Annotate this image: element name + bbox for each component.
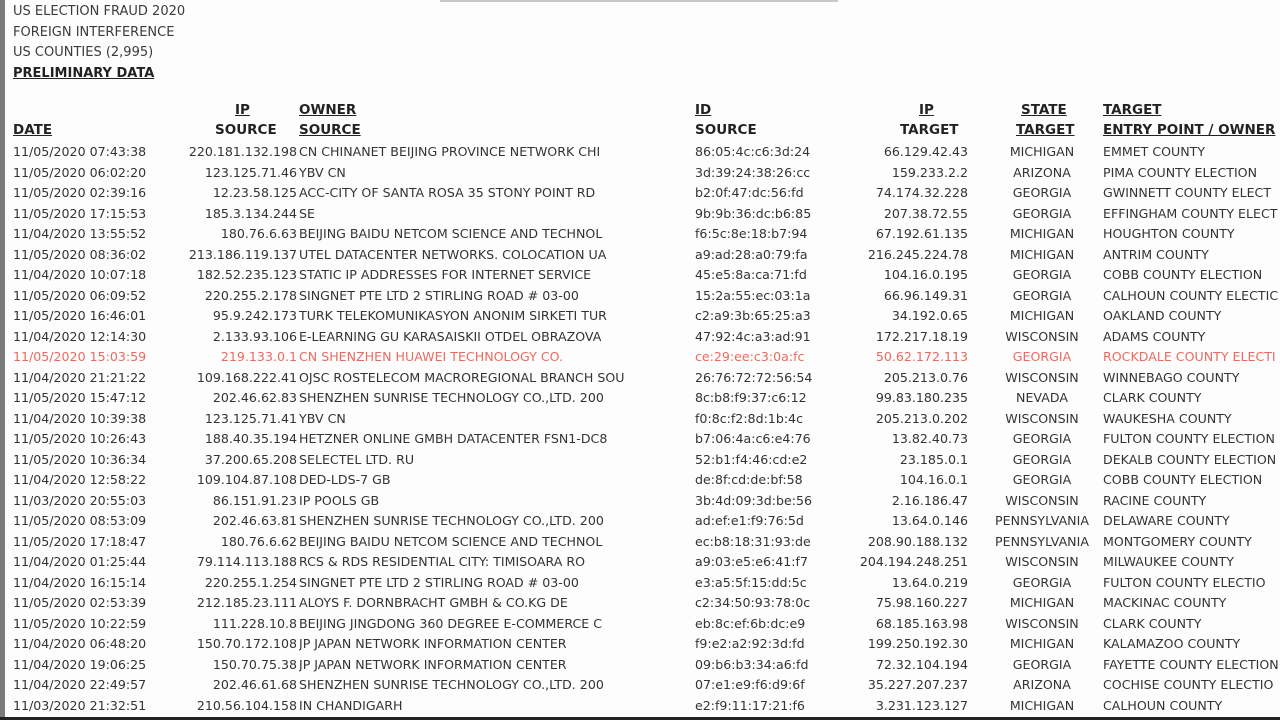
cell-ip-target: 104.16.0.1 [899, 472, 968, 487]
cell-state-target: WISCONSIN [1005, 410, 1079, 426]
table-row [0, 265, 1280, 286]
cell-state-target: GEORGIA [1012, 267, 1072, 282]
col-header-state-top: STATE [1021, 102, 1067, 118]
cell-id-source: 07:e1:e9:f6:d9:6f [695, 677, 805, 692]
cell-date: 11/05/2020 08:53:09 [13, 513, 147, 528]
cell-date: 11/05/2020 15:47:12 [13, 390, 147, 405]
cell-date: 11/04/2020 16:15:14 [13, 574, 147, 590]
table-row-highlighted [0, 347, 1280, 368]
cell-state-target: GEORGIA [1012, 656, 1072, 672]
cell-owner-source: CN SHENZHEN HUAWEI TECHNOLOGY CO. [299, 349, 564, 364]
heading-title: US ELECTION FRAUD 2020 [13, 4, 186, 19]
col-header-owner-source: SOURCE [299, 122, 361, 138]
cell-state-target: GEORGIA [1012, 431, 1072, 446]
cell-owner-source: JP JAPAN NETWORK INFORMATION CENTER [299, 636, 567, 651]
cell-ip-source: 202.46.63.81 [212, 513, 297, 528]
col-header-owner-top: OWNER [299, 102, 357, 118]
cell-id-source: a9:ad:28:a0:79:fa [695, 246, 808, 262]
cell-ip-source: 180.76.6.62 [220, 533, 297, 549]
cell-ip-target: 172.217.18.19 [875, 328, 968, 344]
cell-ip-target: 13.64.0.146 [891, 513, 968, 528]
cell-date: 11/05/2020 15:03:59 [13, 349, 147, 364]
table-row [0, 593, 1280, 614]
cell-date: 11/05/2020 10:22:59 [13, 615, 147, 631]
table-row [0, 286, 1280, 307]
cell-ip-target: 35.227.207.237 [867, 677, 968, 692]
cell-ip-source: 180.76.6.63 [220, 226, 297, 241]
cell-owner-source: TURK TELEKOMUNIKASYON ANONIM SIRKETI TUR [299, 308, 607, 323]
cell-date: 11/04/2020 19:06:25 [13, 656, 147, 672]
cell-date: 11/04/2020 10:07:18 [13, 267, 147, 282]
table-row [0, 491, 1280, 512]
cell-state-target: GEORGIA [1012, 287, 1072, 303]
col-header-id-top: ID [695, 102, 712, 118]
cell-date: 11/04/2020 10:39:38 [13, 410, 147, 426]
cell-ip-target: 199.250.192.30 [867, 636, 968, 651]
cell-id-source: a9:03:e5:e6:41:f7 [695, 554, 808, 569]
cell-target-entry: MACKINAC COUNTY [1103, 595, 1227, 610]
cell-target-entry: HOUGHTON COUNTY [1103, 226, 1235, 241]
table-row [0, 450, 1280, 471]
col-header-ip-source: SOURCE [215, 122, 277, 138]
cell-target-entry: WAUKESHA COUNTY [1103, 410, 1232, 426]
cell-owner-source: STATIC IP ADDRESSES FOR INTERNET SERVICE [299, 267, 592, 282]
cell-id-source: eb:8c:ef:6b:dc:e9 [695, 615, 806, 631]
cell-state-target: MICHIGAN [1009, 144, 1075, 159]
cell-id-source: b2:0f:47:dc:56:fd [695, 185, 804, 200]
heading-counties: US COUNTIES (2,995) [13, 45, 154, 60]
cell-ip-source: 185.3.134.244 [204, 205, 297, 221]
cell-id-source: c2:34:50:93:78:0c [695, 595, 811, 610]
cell-date: 11/04/2020 13:55:52 [13, 226, 147, 241]
table-row [0, 655, 1280, 676]
cell-ip-target: 159.233.2.2 [891, 164, 968, 180]
cell-date: 11/04/2020 12:58:22 [13, 472, 147, 487]
cell-id-source: 9b:9b:36:dc:b6:85 [695, 205, 812, 221]
cell-owner-source: IN CHANDIGARH [299, 697, 403, 713]
cell-ip-target: 50.62.172.113 [875, 349, 968, 364]
cell-owner-source: BEIJING JINGDONG 360 DEGREE E-COMMERCE C [299, 615, 603, 631]
cell-date: 11/05/2020 16:46:01 [13, 308, 147, 323]
cell-ip-source: 182.52.235.123 [196, 267, 297, 282]
cell-state-target: GEORGIA [1012, 574, 1072, 590]
data-table [0, 142, 1280, 716]
cell-owner-source: HETZNER ONLINE GMBH DATACENTER FSN1-DC8 [299, 431, 608, 446]
cell-ip-target: 72.32.104.194 [875, 656, 968, 672]
cell-owner-source: SINGNET PTE LTD 2 STIRLING ROAD # 03-00 [299, 574, 579, 590]
table-row [0, 204, 1280, 225]
cell-owner-source: ACC-CITY OF SANTA ROSA 35 STONY POINT RD [299, 185, 596, 200]
cell-target-entry: ANTRIM COUNTY [1103, 246, 1209, 262]
document-heading [13, 2, 185, 84]
cell-target-entry: CLARK COUNTY [1103, 615, 1202, 631]
cell-ip-target: 23.185.0.1 [899, 451, 968, 467]
cell-target-entry: EFFINGHAM COUNTY ELECT [1103, 205, 1278, 221]
table-row [0, 245, 1280, 266]
cell-date: 11/05/2020 02:53:39 [13, 595, 147, 610]
cell-owner-source: BEIJING BAIDU NETCOM SCIENCE AND TECHNOL [299, 226, 603, 241]
cell-ip-target: 74.174.32.228 [875, 185, 968, 200]
cell-ip-source: 79.114.113.188 [196, 554, 297, 569]
cell-ip-source: 220.255.1.254 [204, 574, 297, 590]
cell-state-target: PENNSYLVANIA [995, 533, 1089, 549]
cell-target-entry: PIMA COUNTY ELECTION [1103, 164, 1257, 180]
col-header-entry-point: ENTRY POINT / OWNER [1103, 122, 1276, 138]
cell-ip-source: 219.133.0.1 [220, 349, 297, 364]
cell-state-target: MICHIGAN [1009, 595, 1075, 610]
cell-state-target: GEORGIA [1012, 349, 1072, 364]
cell-ip-source: 37.200.65.208 [204, 451, 297, 467]
heading-preliminary: PRELIMINARY DATA [13, 65, 155, 81]
cell-target-entry: COCHISE COUNTY ELECTIO [1103, 677, 1274, 692]
cell-owner-source: IP POOLS GB [299, 492, 380, 508]
cell-id-source: ad:ef:e1:f9:76:5d [695, 513, 804, 528]
table-row [0, 675, 1280, 696]
cell-target-entry: EMMET COUNTY [1103, 144, 1206, 159]
cell-ip-target: 68.185.163.98 [875, 615, 968, 631]
top-scroll-indicator [440, 0, 838, 2]
cell-date: 11/05/2020 08:36:02 [13, 246, 147, 262]
table-row [0, 552, 1280, 573]
cell-ip-target: 2.16.186.47 [891, 492, 968, 508]
cell-ip-source: 202.46.61.68 [212, 677, 297, 692]
cell-date: 11/03/2020 21:32:51 [13, 697, 147, 713]
cell-state-target: MICHIGAN [1009, 226, 1075, 241]
cell-target-entry: OAKLAND COUNTY [1103, 308, 1222, 323]
col-header-date: DATE [13, 122, 53, 138]
cell-date: 11/04/2020 06:48:20 [13, 636, 147, 651]
cell-state-target: WISCONSIN [1005, 615, 1079, 631]
cell-ip-target: 99.83.180.235 [875, 390, 968, 405]
cell-ip-source: 220.181.132.198 [188, 144, 297, 159]
cell-ip-source: 188.40.35.194 [204, 431, 297, 446]
cell-ip-source: 109.168.222.41 [196, 369, 297, 385]
cell-target-entry: COBB COUNTY ELECTION [1103, 472, 1263, 487]
table-row [0, 409, 1280, 430]
cell-ip-target: 104.16.0.195 [883, 267, 968, 282]
cell-target-entry: DEKALB COUNTY ELECTION [1103, 451, 1277, 467]
cell-ip-source: 95.9.242.173 [212, 308, 297, 323]
cell-owner-source: SHENZHEN SUNRISE TECHNOLOGY CO.,LTD. 200 [299, 390, 604, 405]
table-row [0, 306, 1280, 327]
cell-date: 11/05/2020 06:09:52 [13, 287, 147, 303]
cell-owner-source: YBV CN [299, 164, 346, 180]
cell-id-source: 45:e5:8a:ca:71:fd [695, 267, 807, 282]
cell-target-entry: KALAMAZOO COUNTY [1103, 636, 1241, 651]
cell-id-source: 3b:4d:09:3d:be:56 [695, 492, 813, 508]
cell-target-entry: COBB COUNTY ELECTION [1103, 267, 1263, 282]
col-header-ip-source-top: IP [235, 102, 250, 118]
cell-ip-target: 67.192.61.135 [875, 226, 968, 241]
cell-target-entry: CALHOUN COUNTY [1103, 697, 1223, 713]
cell-id-source: f0:8c:f2:8d:1b:4c [695, 410, 803, 426]
cell-ip-target: 66.129.42.43 [883, 144, 968, 159]
table-row [0, 634, 1280, 655]
col-header-ip-target: TARGET [900, 122, 959, 138]
cell-target-entry: MONTGOMERY COUNTY [1103, 533, 1252, 549]
col-header-target-top: TARGET [1103, 102, 1162, 118]
cell-owner-source: OJSC ROSTELECOM MACROREGIONAL BRANCH SOU [299, 369, 625, 385]
cell-target-entry: DELAWARE COUNTY [1103, 513, 1230, 528]
cell-id-source: f9:e2:a2:92:3d:fd [695, 636, 805, 651]
cell-id-source: 86:05:4c:c6:3d:24 [695, 144, 811, 159]
cell-ip-target: 205.213.0.76 [883, 369, 968, 385]
cell-owner-source: BEIJING BAIDU NETCOM SCIENCE AND TECHNOL [299, 533, 603, 549]
cell-owner-source: SINGNET PTE LTD 2 STIRLING ROAD # 03-00 [299, 287, 579, 303]
cell-date: 11/05/2020 02:39:16 [13, 185, 147, 200]
cell-id-source: 47:92:4c:a3:ad:91 [695, 328, 811, 344]
cell-date: 11/05/2020 10:36:34 [13, 451, 147, 467]
cell-date: 11/05/2020 07:43:38 [13, 144, 147, 159]
cell-id-source: 15:2a:55:ec:03:1a [695, 287, 811, 303]
cell-ip-source: 2.133.93.106 [212, 328, 297, 344]
cell-target-entry: CLARK COUNTY [1103, 390, 1202, 405]
cell-ip-source: 86.151.91.23 [212, 492, 297, 508]
cell-date: 11/05/2020 06:02:20 [13, 164, 147, 180]
cell-ip-source: 213.186.119.137 [188, 246, 297, 262]
cell-target-entry: WINNEBAGO COUNTY [1103, 369, 1240, 385]
cell-state-target: WISCONSIN [1005, 492, 1079, 508]
cell-state-target: WISCONSIN [1005, 369, 1079, 385]
cell-date: 11/04/2020 01:25:44 [13, 554, 147, 569]
cell-id-source: ec:b8:18:31:93:de [695, 533, 811, 549]
cell-state-target: MICHIGAN [1009, 246, 1075, 262]
cell-id-source: e2:f9:11:17:21:f6 [695, 697, 805, 713]
cell-owner-source: CN CHINANET BEIJING PROVINCE NETWORK CHI [299, 144, 601, 159]
cell-ip-source: 150.70.75.38 [212, 656, 297, 672]
cell-ip-target: 208.90.188.132 [867, 533, 968, 549]
cell-target-entry: FULTON COUNTY ELECTION [1103, 431, 1275, 446]
cell-ip-source: 109.104.87.108 [196, 472, 297, 487]
cell-id-source: b7:06:4a:c6:e4:76 [695, 431, 811, 446]
cell-ip-target: 216.245.224.78 [867, 246, 968, 262]
heading-subtitle: FOREIGN INTERFERENCE [13, 24, 175, 40]
cell-ip-source: 111.228.10.8 [212, 615, 297, 631]
cell-ip-target: 75.98.160.227 [875, 595, 968, 610]
cell-target-entry: CALHOUN COUNTY ELECTIC [1103, 287, 1279, 303]
table-row [0, 429, 1280, 450]
cell-state-target: GEORGIA [1012, 205, 1072, 221]
table-row [0, 224, 1280, 245]
cell-owner-source: E-LEARNING GU KARASAISKII OTDEL OBRAZOVA [299, 328, 602, 344]
cell-ip-target: 204.194.248.251 [859, 554, 968, 569]
table-row [0, 614, 1280, 635]
cell-owner-source: SHENZHEN SUNRISE TECHNOLOGY CO.,LTD. 200 [299, 513, 604, 528]
table-row [0, 183, 1280, 204]
col-header-ip-target-top: IP [919, 102, 934, 118]
cell-id-source: 3d:39:24:38:26:cc [695, 164, 811, 180]
cell-state-target: GEORGIA [1012, 185, 1072, 200]
cell-ip-source: 210.56.104.158 [196, 697, 297, 713]
cell-target-entry: MILWAUKEE COUNTY [1103, 554, 1234, 569]
cell-date: 11/04/2020 21:21:22 [13, 369, 147, 385]
cell-date: 11/03/2020 20:55:03 [13, 492, 147, 508]
cell-owner-source: ALOYS F. DORNBRACHT GMBH & CO.KG DE [299, 595, 568, 610]
cell-target-entry: FULTON COUNTY ELECTIO [1103, 574, 1266, 590]
cell-id-source: e3:a5:5f:15:dd:5c [695, 574, 807, 590]
cell-ip-source: 220.255.2.178 [204, 287, 297, 303]
cell-state-target: NEVADA [1016, 390, 1068, 405]
cell-ip-target: 207.38.72.55 [883, 205, 968, 221]
cell-ip-target: 66.96.149.31 [883, 287, 968, 303]
table-row [0, 470, 1280, 491]
cell-ip-target: 13.64.0.219 [891, 574, 968, 590]
cell-ip-target: 34.192.0.65 [891, 308, 968, 323]
cell-state-target: MICHIGAN [1009, 697, 1075, 713]
cell-ip-source: 12.23.58.125 [212, 185, 297, 200]
cell-target-entry: RACINE COUNTY [1103, 492, 1207, 508]
cell-ip-source: 150.70.172.108 [196, 636, 297, 651]
table-row [0, 511, 1280, 532]
cell-owner-source: UTEL DATACENTER NETWORKS. COLOCATION UA [299, 246, 607, 262]
cell-owner-source: YBV CN [299, 410, 346, 426]
table-row [0, 163, 1280, 184]
cell-ip-source: 212.185.23.111 [196, 595, 297, 610]
cell-target-entry: ROCKDALE COUNTY ELECTI [1103, 349, 1276, 364]
cell-owner-source: SE [299, 205, 315, 221]
cell-id-source: de:8f:cd:de:bf:58 [695, 472, 803, 487]
table-row [0, 368, 1280, 389]
cell-state-target: ARIZONA [1013, 677, 1071, 692]
cell-target-entry: GWINNETT COUNTY ELECT [1103, 185, 1272, 200]
cell-state-target: GEORGIA [1012, 472, 1072, 487]
cell-ip-target: 13.82.40.73 [891, 431, 968, 446]
col-header-id-source: SOURCE [695, 122, 757, 138]
cell-date: 11/05/2020 10:26:43 [13, 431, 147, 446]
cell-state-target: ARIZONA [1013, 164, 1071, 180]
cell-ip-source: 202.46.62.83 [212, 390, 297, 405]
cell-owner-source: SHENZHEN SUNRISE TECHNOLOGY CO.,LTD. 200 [299, 677, 604, 692]
table-row [0, 532, 1280, 553]
table-row [0, 142, 1280, 163]
cell-date: 11/04/2020 22:49:57 [13, 677, 147, 692]
cell-state-target: MICHIGAN [1009, 308, 1075, 323]
cell-id-source: 52:b1:f4:46:cd:e2 [695, 451, 808, 467]
cell-target-entry: FAYETTE COUNTY ELECTION [1103, 656, 1279, 672]
table-row [0, 573, 1280, 594]
cell-state-target: GEORGIA [1012, 451, 1072, 467]
cell-state-target: MICHIGAN [1009, 636, 1075, 651]
cell-state-target: WISCONSIN [1005, 328, 1079, 344]
cell-owner-source: SELECTEL LTD. RU [299, 451, 415, 467]
cell-ip-target: 3.231.123.127 [875, 697, 968, 713]
cell-target-entry: ADAMS COUNTY [1103, 328, 1206, 344]
cell-id-source: 09:b6:b3:34:a6:fd [695, 656, 809, 672]
cell-owner-source: RCS & RDS RESIDENTIAL CITY: TIMISOARA RO [299, 554, 585, 569]
col-header-state-target: TARGET [1016, 122, 1075, 138]
cell-owner-source: DED-LDS-7 GB [299, 472, 391, 487]
cell-state-target: WISCONSIN [1005, 554, 1079, 569]
cell-id-source: 26:76:72:72:56:54 [695, 369, 813, 385]
cell-ip-source: 123.125.71.41 [204, 410, 297, 426]
cell-date: 11/05/2020 17:15:53 [13, 205, 147, 221]
cell-ip-source: 123.125.71.46 [204, 164, 297, 180]
cell-id-source: c2:a9:3b:65:25:a3 [695, 308, 811, 323]
table-row [0, 327, 1280, 348]
cell-id-source: f6:5c:8e:18:b7:94 [695, 226, 808, 241]
cell-date: 11/05/2020 17:18:47 [13, 533, 147, 549]
cell-state-target: PENNSYLVANIA [995, 513, 1089, 528]
cell-date: 11/04/2020 12:14:30 [13, 328, 147, 344]
cell-id-source: 8c:b8:f9:37:c6:12 [695, 390, 807, 405]
table-row [0, 388, 1280, 409]
table-row [0, 696, 1280, 717]
cell-ip-target: 205.213.0.202 [875, 410, 968, 426]
cell-owner-source: JP JAPAN NETWORK INFORMATION CENTER [299, 656, 567, 672]
cell-id-source: ce:29:ee:c3:0a:fc [695, 349, 805, 364]
